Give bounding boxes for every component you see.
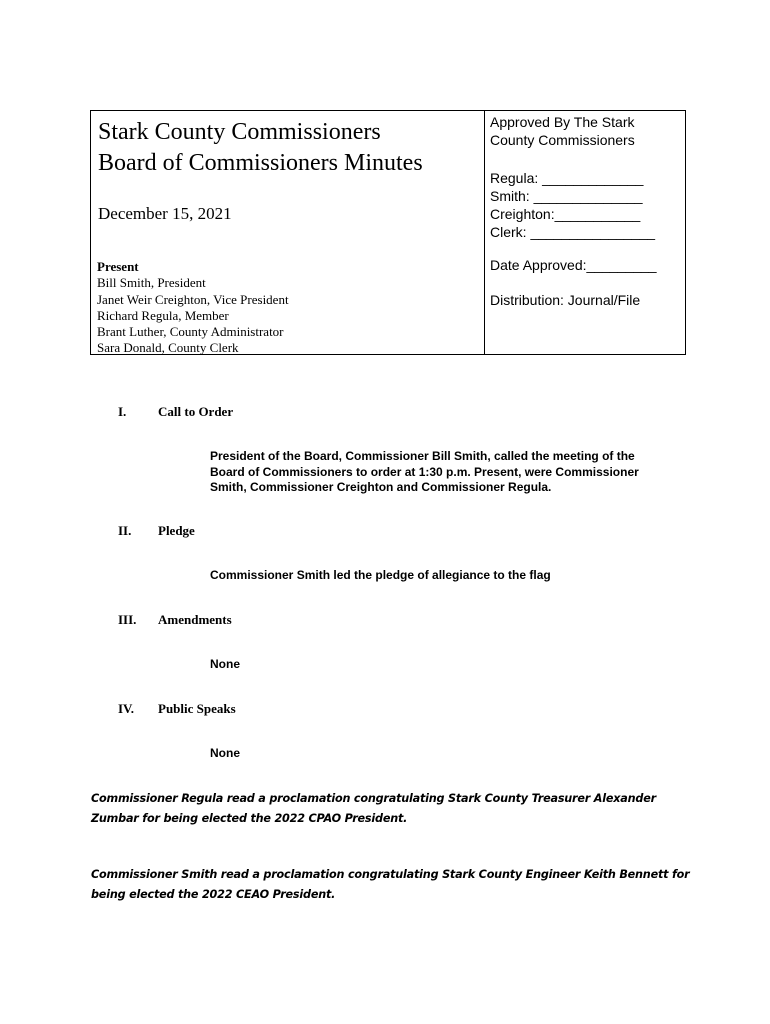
attendee: Janet Weir Creighton, Vice President xyxy=(97,291,289,307)
section-number: II. xyxy=(118,523,132,538)
date-approved: Date Approved:_________ xyxy=(490,257,657,273)
signature-line-clerk: Clerk: ________________ xyxy=(490,224,656,240)
present-heading: Present xyxy=(97,259,139,274)
proclamation-note: Commissioner Regula read a proclamation congratulating Stark County Treasurer Alexander Zumbar for being elected the 2022 CPAO President. xyxy=(91,792,656,825)
title-line-1: Stark County Commissioners xyxy=(98,119,381,145)
section-title: Amendments xyxy=(158,612,232,627)
section-number: I. xyxy=(118,404,127,419)
minutes-header-table xyxy=(90,110,686,355)
attendee: Richard Regula, Member xyxy=(97,307,229,323)
signature-line-creighton: Creighton:___________ xyxy=(490,206,641,222)
attendee: Sara Donald, County Clerk xyxy=(97,340,239,356)
section-title: Public Speaks xyxy=(158,701,236,716)
section-body-public-speaks: None xyxy=(210,746,240,760)
header-right-cell xyxy=(485,111,685,354)
proclamation-note: Commissioner Smith read a proclamation congratulating Stark County Engineer Keith Bennett for being elected the 2022 CEAO President. xyxy=(91,868,690,901)
section-body-pledge: Commissioner Smith led the pledge of allegiance to the flag xyxy=(210,568,551,582)
section-title: Call to Order xyxy=(158,404,234,419)
distribution: Distribution: Journal/File xyxy=(490,292,641,308)
present-list xyxy=(97,259,289,357)
approval-heading-line-2: County Commissioners xyxy=(490,132,635,148)
signature-line-regula: Regula: _____________ xyxy=(490,170,644,186)
section-body-amendments: None xyxy=(210,657,240,671)
signature-line-smith: Smith: ______________ xyxy=(490,188,643,204)
meeting-date: December 15, 2021 xyxy=(98,204,232,223)
section-number: III. xyxy=(118,612,137,627)
header-left-cell xyxy=(91,111,485,354)
title-line-2: Board of Commissioners Minutes xyxy=(98,150,423,176)
signature-lines xyxy=(490,169,655,241)
document-title xyxy=(98,117,423,179)
section-body-call-to-order: President of the Board, Commissioner Bill Smith, called the meeting of the Board of Commissioners to order at 1:30 p.m. Present, were Commissioner Smith, Commissioner Creighton and Commissioner Regula. xyxy=(210,449,639,494)
attendee: Bill Smith, President xyxy=(97,275,206,291)
approval-heading-line-1: Approved By The Stark xyxy=(490,114,635,130)
section-title: Pledge xyxy=(158,523,195,538)
section-number: IV. xyxy=(118,701,135,716)
attendee: Brant Luther, County Administrator xyxy=(97,324,284,340)
approval-heading xyxy=(490,113,635,149)
